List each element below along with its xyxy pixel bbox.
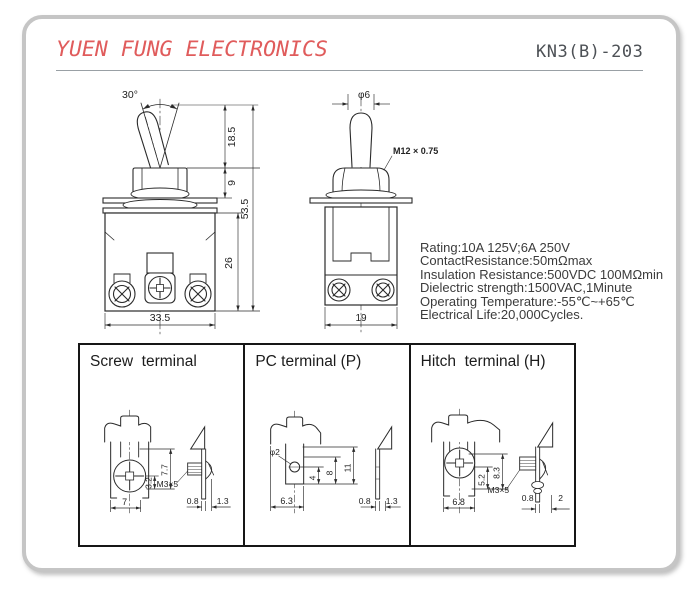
screw-dim-inner: 3.2 (143, 477, 154, 489)
spec-line-operating-temperature: Operating Temperature:-55℃~+65℃ (420, 293, 635, 309)
screw-dim-width: 7 (122, 497, 128, 507)
front-view-drawing (70, 83, 266, 345)
pc-hole-label: φ2 (269, 447, 281, 457)
hitch-terminal-drawing (411, 367, 574, 539)
side-dim-lever-dia: φ6 (357, 90, 371, 101)
front-dim-total: 53.5 (239, 198, 251, 220)
terminal-cell-pc (245, 345, 410, 545)
screw-dim-t2: 1.3 (216, 496, 229, 506)
screw-thread-label: M3×5 (156, 479, 179, 489)
pc-terminal-drawing (245, 367, 408, 539)
hitch-dim-inner: 5.2 (476, 474, 487, 486)
spec-line-contact-resistance: ContactResistance:50mΩmax (420, 253, 593, 269)
model-number: KN3(B)-203 (536, 42, 644, 62)
terminal-cell-hitch (411, 345, 574, 545)
front-dim-width: 33.5 (149, 312, 171, 324)
spec-line-rating: Rating:10A 125V;6A 250V (420, 240, 570, 255)
screw-dim-outer: 7.7 (159, 464, 170, 476)
hitch-thread-label: M3×5 (487, 485, 509, 495)
specifications (420, 241, 692, 321)
terminal-cell-screw (80, 345, 245, 545)
spec-line-insulation-resistance: Insulation Resistance:500VDC 100MΩmin (420, 266, 664, 282)
hitch-dim-width: 6.8 (452, 497, 465, 507)
terminal-title-hitch: Hitch terminal (H) (420, 353, 546, 370)
hitch-dim-t2: 2 (557, 493, 563, 503)
side-dim-width: 19 (355, 313, 367, 324)
hitch-dim-outer: 8.3 (491, 467, 502, 479)
front-dim-bushing: 9 (226, 180, 238, 186)
front-dim-lever: 18.5 (226, 126, 238, 148)
pc-dim-width: 6.3 (280, 496, 294, 506)
front-angle-label: 30° (122, 89, 138, 101)
spec-line-electrical-life: Electrical Life:20,000Cycles. (420, 307, 584, 323)
hitch-dim-t1: 0.8 (521, 493, 534, 503)
spec-line-dielectric-strength: Dielectric strength:1500VAC,1Minute (420, 280, 633, 296)
side-thread-label: M12 × 0.75 (393, 146, 439, 156)
pc-dim-h11: 11 (342, 463, 353, 473)
terminal-title-screw: Screw terminal (90, 353, 197, 370)
pc-dim-t2: 1.3 (386, 496, 398, 506)
terminal-title-pc: PC terminal (P) (255, 353, 362, 370)
pc-dim-h8: 8 (324, 470, 335, 476)
pc-dim-t1: 0.8 (359, 496, 371, 506)
terminal-table (78, 343, 576, 547)
screw-terminal-drawing (80, 367, 243, 539)
company-title: YUEN FUNG ELECTRONICS (56, 37, 328, 62)
header-divider (56, 70, 643, 71)
front-dim-body: 26 (223, 257, 235, 269)
pc-dim-h4: 4 (307, 475, 318, 481)
screw-dim-t1: 0.8 (186, 496, 199, 506)
